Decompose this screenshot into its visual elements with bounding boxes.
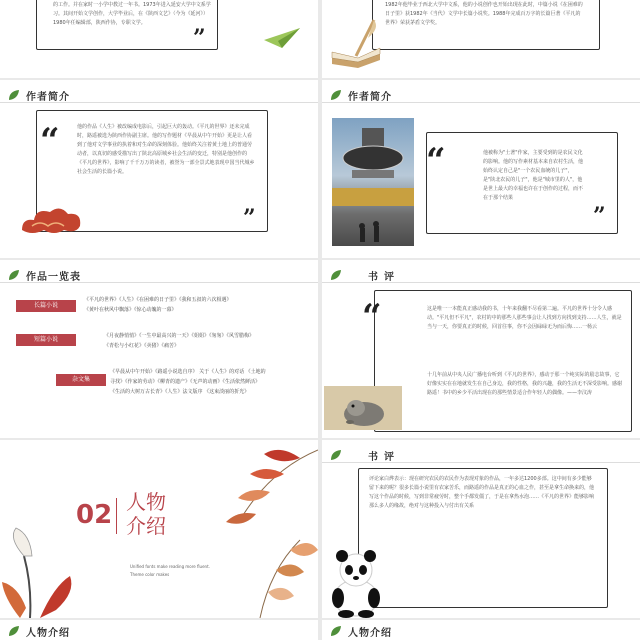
slide-section-people bbox=[0, 440, 318, 618]
section-subtitle-2: Theme color makes bbox=[130, 572, 170, 577]
review-text: 评论家白烨表示：现在研究农民的农民作为表现对象的作品，一年多达1200多部。这中间有多少能够留下来的呢？很多长篇小说里有农家苦乐，而路遥的作品是真正的心血之作，甚至是拿生命换来的，他写这个作品的时候，写到非常疲劳时，整个手都发僵了，于是在拿热水泡……《平凡的世界》能够影响那么多人的缘故，绝对与这种投入与付出有关系 bbox=[369, 476, 595, 509]
quote-box bbox=[358, 468, 608, 608]
header-divider bbox=[322, 102, 640, 103]
slide-book-review-2 bbox=[322, 440, 640, 618]
slide-title: 人物介绍 bbox=[26, 627, 70, 639]
slide-works-list bbox=[0, 260, 318, 438]
works-line: 《青松与小红花》《卖猪》《痛苦》 bbox=[104, 343, 180, 349]
open-quote-icon: “ bbox=[362, 297, 382, 337]
header-divider bbox=[322, 462, 640, 463]
header-divider bbox=[322, 282, 640, 283]
works-line: 《黄叶在秋风中飘落》《惊心动魄的一幕》 bbox=[84, 307, 177, 313]
header-divider bbox=[0, 282, 318, 283]
watercolor-leaves-decoration bbox=[180, 440, 318, 618]
leaf-icon bbox=[8, 269, 20, 281]
works-line: 《早晨从中午开始》《路遥小说选自序》 关于《人生》的对话 《土地的 bbox=[110, 369, 266, 375]
header-divider bbox=[0, 102, 318, 103]
section-number: 02 bbox=[76, 500, 113, 530]
quote-text: 他的作品《人生》被改编成电影后，引起巨大的轰动。《平凡的世界》还未完成时，路遥被选为陕西作协副主席。他的写作题材《早晨从中午开始》更是让人看到了他对文学事业的执着和对生命的深刻体验。他始终关注着黄土地上的普通劳动者，以真切的感受描写出了陕北高原城乡社会生活的变迁，特别是他创作的《平凡的世界》，影响了千千万万的读者，被誉为一部全景式地表现中国当代城乡社会生活的长篇小说。 bbox=[77, 124, 255, 175]
works-line: 《月夜静悄悄》《一生中最高兴的一天》《姐姐》《匆匆》《风雪腊梅》 bbox=[104, 333, 255, 339]
slide-author-bio-top-left bbox=[0, 0, 318, 78]
works-line: 《生活的大树万古长青》《人生》法文版序 《这束淡丽的折光》 bbox=[110, 389, 250, 395]
slide-title: 作者简介 bbox=[26, 91, 70, 103]
slide-title: 作品一览表 bbox=[26, 271, 81, 283]
book-quill-icon bbox=[328, 18, 384, 68]
section-title: 人物介绍 bbox=[126, 490, 166, 538]
quote-box bbox=[372, 0, 600, 50]
leaf-icon bbox=[330, 269, 342, 281]
quote-box bbox=[374, 290, 632, 432]
paper-plane-icon bbox=[264, 28, 300, 48]
slide-author-intro-right bbox=[322, 80, 640, 258]
slide-people-intro-left bbox=[0, 620, 318, 640]
calla-lily-decoration bbox=[0, 526, 80, 618]
category-tag-novel: 长篇小说 bbox=[16, 300, 76, 312]
slide-author-bio-top-right bbox=[322, 0, 640, 78]
quote-box bbox=[426, 132, 618, 234]
hedgehog-photo bbox=[324, 386, 402, 430]
world-clock-photo bbox=[332, 118, 414, 246]
section-subtitle-1: Unified fonts make reading more fluent. bbox=[130, 564, 210, 569]
leaf-icon bbox=[330, 449, 342, 461]
leaf-icon bbox=[8, 625, 20, 637]
leaf-icon bbox=[330, 89, 342, 101]
category-tag-short-story: 短篇小说 bbox=[16, 334, 76, 346]
quote-text: 的工作。并在家时一小学中教过一年书。1973年进入延安大学中文系学习。其间开始文学创作，大学毕业后，在《陕西文艺》（今为《延河》）1980年任编辑部，陕西作协，专职文学。 bbox=[53, 2, 211, 26]
review-text-2: 十几年前从中央人民广播电台听到《平凡的世界》，感动于那一个纯实际的励志故事，它好像实实在在地就发生在自己身边，我的性格，我的兴趣，我的生活无不深受影响。感谢路遥！书中的乡少平活出现在的那些情景适合作年轻人的偶像。——李汶涛 bbox=[427, 372, 623, 396]
open-quote-icon: “ bbox=[40, 121, 60, 161]
close-quote-icon: ” bbox=[193, 25, 206, 51]
slide-header bbox=[330, 622, 392, 640]
leaf-icon bbox=[8, 89, 20, 101]
slide-book-review-1 bbox=[322, 260, 640, 438]
quote-box bbox=[36, 0, 218, 50]
slide-title: 书评 bbox=[368, 271, 400, 283]
panda-toy-photo bbox=[328, 548, 384, 618]
section-divider bbox=[116, 498, 117, 534]
slide-title: 书评 bbox=[368, 451, 400, 463]
leaf-icon bbox=[330, 625, 342, 637]
quote-text: 他被称为"土著"作家，主要受到的是农民文化的影响。他的写作素材基本来自农村生活，他始终认定自己是"一个农民血统的儿子"，是"陕北农民的儿子"，他是"城市里的人"，他是世上最大的幸福也许在于创作的过程，而不在于那个结果 bbox=[483, 150, 584, 201]
slide-author-intro-left bbox=[0, 80, 318, 258]
auspicious-cloud-icon bbox=[18, 202, 86, 236]
open-quote-icon: “ bbox=[426, 141, 446, 181]
slide-header bbox=[8, 622, 70, 640]
review-text-1: 这是唯一一本能真正感动我的书，十年来我翻不尽看第二遍。平凡的世界十分令人感动。"平凡但不平凡"，农村的中的那些人那些事会让人找到方向找到支持……人生，就是当与一天，你要真正的时候，回首往事，你不会因碌碌无为而后悔……一杨云 bbox=[427, 306, 622, 330]
close-quote-icon: ” bbox=[243, 205, 256, 231]
slide-title: 人物介绍 bbox=[348, 627, 392, 639]
works-line: 《平凡的世界》《人生》《在困难的日子里》《我和五叔的六次相遇》 bbox=[84, 297, 232, 303]
slide-people-intro-right bbox=[322, 620, 640, 640]
quote-text: 1982年他毕业于西北大学中文系，他的小说创作也开始出现在此时，中篇小说《在困难的日子里》获1982年《当代》文学中长篇小说奖。1988年完成百万字的长篇巨著《平凡的世界》荣获茅盾文学奖。 bbox=[385, 2, 583, 26]
close-quote-icon: ” bbox=[593, 203, 606, 229]
works-line: 寻找》《作家的劳动》《柳青的遗产》《无声的动画》《生活依然鲜活》 bbox=[110, 379, 261, 385]
slide-title: 作者简介 bbox=[348, 91, 392, 103]
category-tag-essays: 杂文集 bbox=[56, 374, 106, 386]
